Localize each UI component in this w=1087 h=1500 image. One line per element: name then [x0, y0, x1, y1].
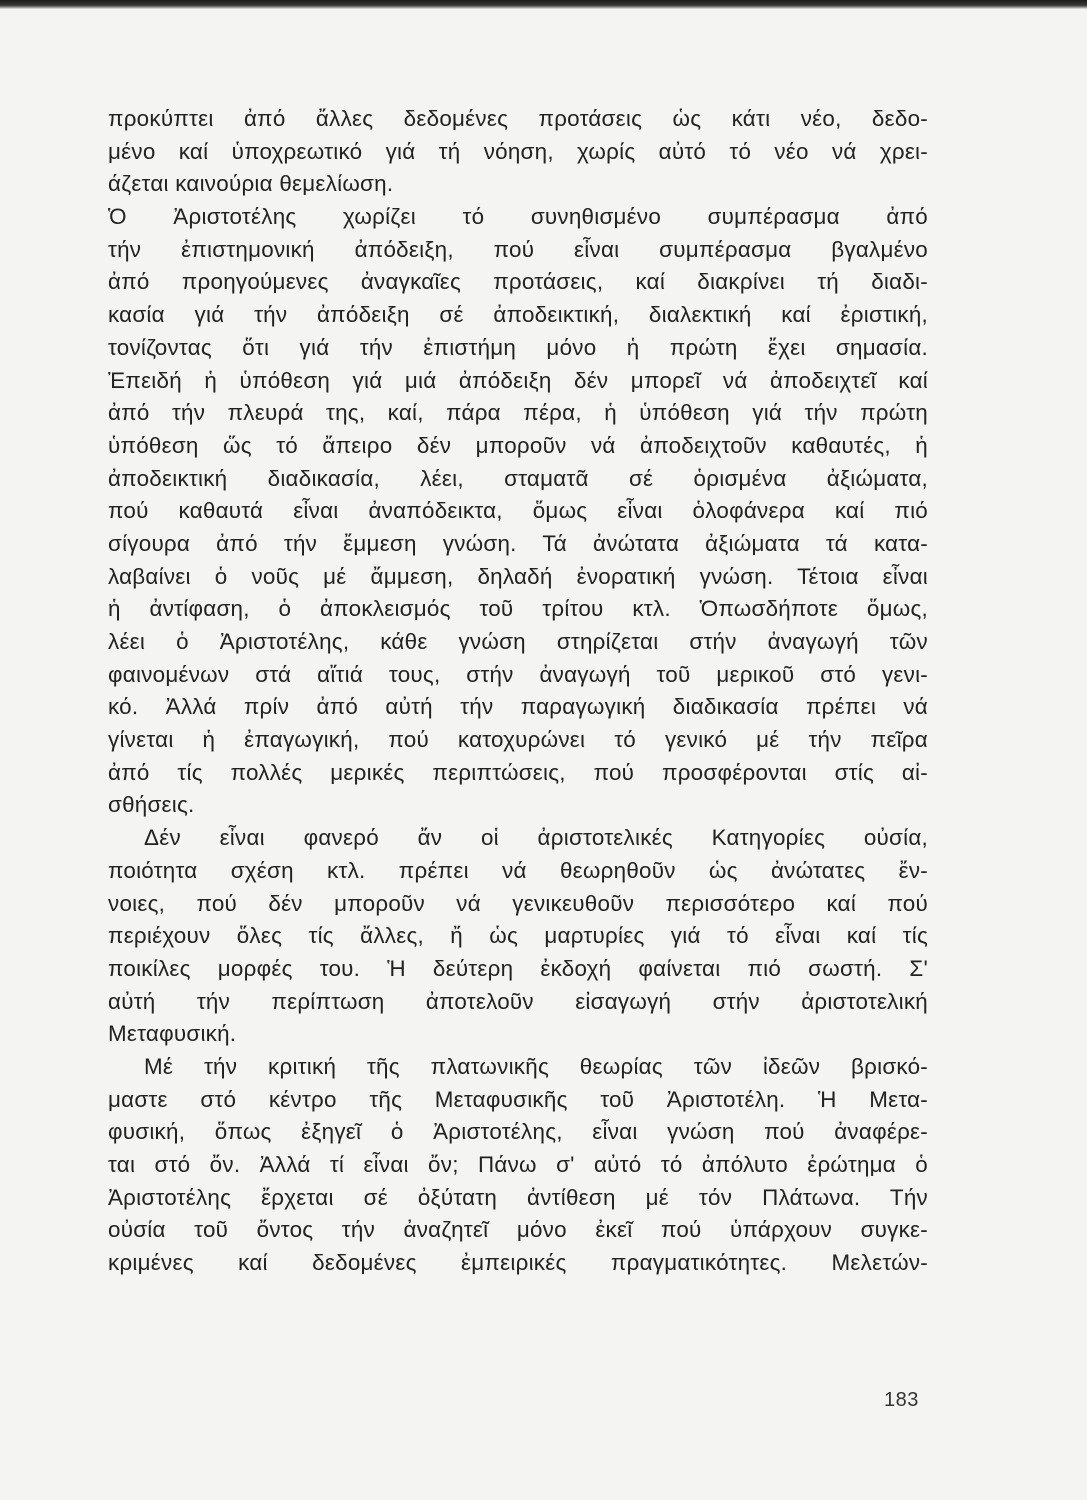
- text-line: Ἀριστοτέλης ἔρχεται σέ ὀξύτατη ἀντίθεση μέ τόν Πλάτωνα. Τήν: [108, 1184, 928, 1210]
- text-line: σθήσεις.: [108, 792, 195, 818]
- text-line: κασία γιά τήν ἀπόδειξη σέ ἀποδεικτική, διαλεκτική καί ἐριστική,: [108, 302, 928, 328]
- text-line: σίγουρα ἀπό τήν ἔμμεση γνώση. Τά ἀνώτατα ἀξιώματα τά κατα-: [108, 530, 928, 556]
- text-line: πού καθαυτά εἶναι ἀναπόδεικτα, ὅμως εἶναι ὁλοφάνερα καί πιό: [108, 498, 928, 524]
- text-line: τήν ἐπιστημονική ἀπόδειξη, πού εἶναι συμπέρασμα βγαλμένο: [108, 236, 928, 262]
- text-line: ται στό ὄν. Ἀλλά τί εἶναι ὄν; Πάνω σ' αὐτό τό ἀπόλυτο ἐρώτημα ὁ: [108, 1152, 928, 1177]
- text-line: ποικίλες μορφές του. Ἡ δεύτερη ἐκδοχή φαίνεται πιό σωστή. Σ': [108, 955, 928, 981]
- text-line: Δέν εἶναι φανερό ἄν οἱ ἀριστοτελικές Κατηγορίες οὐσία,: [144, 825, 928, 851]
- text-line: φαινομένων στά αἴτιά τους, στήν ἀναγωγή τοῦ μερικοῦ στό γενι-: [108, 661, 928, 687]
- text-line: αὐτή τήν περίπτωση ἀποτελοῦν εἰσαγωγή στήν ἀριστοτελική: [108, 988, 928, 1014]
- paragraph-4: [108, 1051, 928, 1280]
- text-line: Ἐπειδή ἡ ὑπόθεση γιά μιά ἀπόδειξη δέν μπορεῖ νά ἀποδειχτεῖ καί: [108, 367, 928, 393]
- text-line: νοιες, πού δέν μποροῦν νά γενικευθοῦν περισσότερο καί πού: [108, 890, 928, 916]
- text-line: ποιότητα σχέση κτλ. πρέπει νά θεωρηθοῦν ὡς ἀνώτατες ἔν-: [108, 857, 928, 883]
- text-line: ἡ ἀντίφαση, ὁ ἀποκλεισμός τοῦ τρίτου κτλ. Ὁπωσδήποτε ὅμως,: [108, 596, 928, 622]
- text-line: μαστε στό κέντρο τῆς Μεταφυσικῆς τοῦ Ἀριστοτέλη. Ἡ Μετα-: [108, 1086, 928, 1112]
- page-number: 183: [884, 1389, 919, 1411]
- text-line: λέει ὁ Ἀριστοτέλης, κάθε γνώση στηρίζεται στήν ἀναγωγή τῶν: [108, 629, 928, 654]
- page-body: [108, 103, 928, 1280]
- text-line: περιέχουν ὅλες τίς ἄλλες, ἤ ὡς μαρτυρίες γιά τό εἶναι καί τίς: [108, 923, 928, 949]
- scan-top-edge: [0, 0, 1087, 9]
- paragraph-1: [108, 103, 928, 201]
- text-line: προκύπτει ἀπό ἄλλες δεδομένες προτάσεις ὡς κάτι νέο, δεδο-: [108, 106, 928, 131]
- text-line: ἀπό τίς πολλές μερικές περιπτώσεις, πού προσφέρονται στίς αἰ-: [108, 759, 928, 785]
- paragraph-2: [108, 201, 928, 822]
- text-line: τονίζοντας ὅτι γιά τήν ἐπιστήμη μόνο ἡ πρώτη ἔχει σημασία.: [108, 334, 928, 360]
- text-line: άζεται καινούρια θεμελίωση.: [108, 171, 394, 197]
- text-line: οὐσία τοῦ ὄντος τήν ἀναζητεῖ μόνο ἐκεῖ πού ὑπάρχουν συγκε-: [108, 1217, 928, 1243]
- text-line: ὑπόθεση ὥς τό ἄπειρο δέν μποροῦν νά ἀποδειχτοῦν καθαυτές, ἡ: [108, 432, 928, 458]
- text-line: μένο καί ὑποχρεωτικό γιά τή νόηση, χωρίς αὐτό τό νέο νά χρει-: [108, 138, 928, 164]
- text-line: λαβαίνει ὁ νοῦς μέ ἄμμεση, δηλαδή ἐνορατική γνώση. Τέτοια εἶναι: [108, 563, 928, 589]
- text-line: γίνεται ἡ ἐπαγωγική, πού κατοχυρώνει τό γενικό μέ τήν πεῖρα: [108, 727, 928, 753]
- text-line: ἀποδεικτική διαδικασία, λέει, σταματᾶ σέ ὁρισμένα ἀξιώματα,: [108, 465, 928, 491]
- text-line: ἀπό προηγούμενες ἀναγκαῖες προτάσεις, καί διακρίνει τή διαδι-: [108, 269, 928, 295]
- text-line: κό. Ἀλλά πρίν ἀπό αὐτή τήν παραγωγική διαδικασία πρέπει νά: [108, 694, 928, 720]
- paragraph-3: [108, 822, 928, 1051]
- text-line: Ὁ Ἀριστοτέλης χωρίζει τό συνηθισμένο συμπέρασμα ἀπό: [108, 204, 928, 230]
- text-line: φυσική, ὅπως ἐξηγεῖ ὁ Ἀριστοτέλης, εἶναι γνώση πού ἀναφέρε-: [108, 1119, 928, 1145]
- text-line: κριμένες καί δεδομένες ἐμπειρικές πραγματικότητες. Μελετών-: [108, 1250, 928, 1276]
- text-line: ἀπό τήν πλευρά της, καί, πάρα πέρα, ἡ ὑπόθεση γιά τήν πρώτη: [108, 400, 928, 426]
- text-line: Μέ τήν κριτική τῆς πλατωνικῆς θεωρίας τῶν ἰδεῶν βρισκό-: [144, 1053, 928, 1079]
- text-line: Μεταφυσική.: [108, 1021, 237, 1047]
